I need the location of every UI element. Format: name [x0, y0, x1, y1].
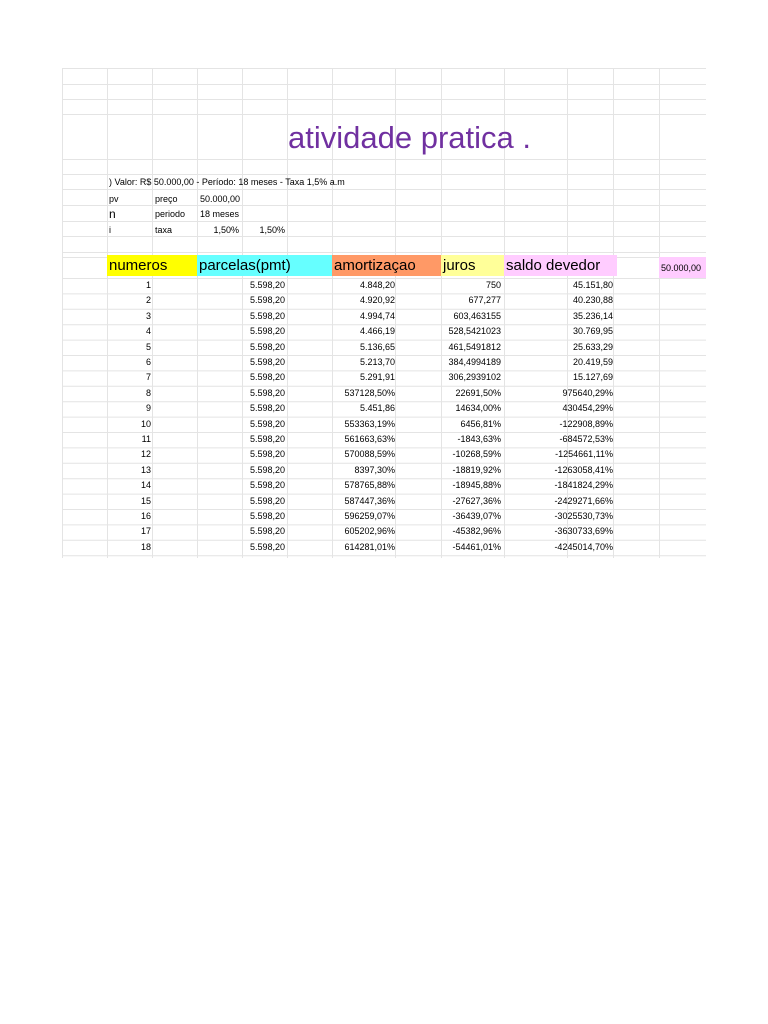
cell-numero: 16 [140, 511, 151, 521]
table-row [62, 463, 706, 478]
cell-parcela: 5.598,20 [249, 464, 285, 475]
cell-juros: 461,5491812 [448, 341, 501, 352]
param-symbol: i [109, 225, 111, 235]
cell-saldo: -1841824,29% [554, 480, 613, 491]
cell-numero: 12 [140, 449, 151, 460]
cell-amortizacao: 4.994,74 [359, 310, 395, 321]
cell-numero: 14 [140, 480, 151, 491]
cell-amortizacao: 605202,96% [344, 526, 395, 537]
cell-saldo: -1254661,11% [555, 449, 613, 460]
cell-numero: 9 [145, 403, 151, 414]
cell-numero: 1 [145, 280, 151, 290]
cell-numero: 4 [145, 326, 151, 337]
cell-saldo: -2429271,66% [554, 495, 613, 506]
cell-parcela: 5.598,20 [249, 526, 285, 537]
table-row [62, 432, 706, 447]
cell-parcela: 5.598,20 [249, 403, 285, 414]
cell-juros: 22691,50% [455, 387, 501, 398]
cell-amortizacao: 561663,63% [344, 434, 395, 444]
cell-juros: 14634,00% [455, 403, 501, 414]
param-value: 50.000,00 [200, 194, 241, 204]
param-label: taxa [155, 225, 173, 235]
cell-numero: 3 [145, 310, 151, 321]
cell-saldo: -1263058,41% [554, 464, 613, 475]
param-label: preço [155, 194, 178, 204]
cell-juros: -10268,59% [452, 449, 501, 460]
cell-saldo: 40.230,88 [572, 295, 613, 306]
table-row [62, 509, 706, 524]
cell-saldo: 15.127,69 [572, 372, 613, 383]
cell-juros: -54461,01% [452, 541, 501, 552]
cell-juros: -45382,96% [452, 526, 501, 537]
param-value-2: 1,50% [259, 225, 285, 235]
table-row [62, 478, 706, 493]
cell-saldo: -3630733,69% [554, 526, 613, 537]
header-amortizacao: amortizaçao [332, 255, 441, 276]
cell-amortizacao: 553363,19% [344, 418, 395, 429]
table-row [62, 401, 706, 416]
cell-parcela: 5.598,20 [249, 434, 285, 444]
cell-numero: 17 [140, 526, 151, 537]
cell-parcela: 5.598,20 [249, 511, 285, 521]
cell-amortizacao: 596259,07% [344, 511, 395, 521]
cell-parcela: 5.598,20 [249, 341, 285, 352]
cell-amortizacao: 4.848,20 [359, 280, 395, 290]
cell-parcela: 5.598,20 [249, 449, 285, 460]
header-saldo-devedor: saldo devedor [504, 255, 617, 276]
sheet-title: atividade pratica . [288, 120, 531, 155]
table-row [62, 370, 706, 385]
cell-parcela: 5.598,20 [249, 480, 285, 491]
cell-saldo: 20.419,59 [572, 357, 613, 367]
cell-numero: 13 [140, 464, 151, 475]
cell-saldo: 25.633,29 [572, 341, 613, 352]
param-symbol: pv [109, 194, 119, 204]
table-row [62, 447, 706, 462]
param-symbol: n [109, 207, 116, 221]
table-row [62, 293, 706, 308]
cell-juros: 306,2939102 [448, 372, 501, 383]
cell-amortizacao: 614281,01% [344, 541, 395, 552]
cell-juros: 603,463155 [453, 310, 501, 321]
cell-parcela: 5.598,20 [249, 418, 285, 429]
table-row [62, 524, 706, 539]
table-row [62, 540, 706, 555]
table-row [62, 417, 706, 432]
cell-numero: 7 [145, 372, 151, 383]
cell-numero: 5 [145, 341, 151, 352]
cell-amortizacao: 5.451,86 [359, 403, 395, 414]
param-value: 18 meses [200, 209, 240, 219]
cell-amortizacao: 570088,59% [344, 449, 395, 460]
cell-juros: -36439,07% [452, 511, 501, 521]
cell-parcela: 5.598,20 [249, 387, 285, 398]
param-value: 1,50% [213, 225, 239, 235]
table-row [62, 494, 706, 509]
cell-amortizacao: 5.291,91 [359, 372, 395, 383]
cell-amortizacao: 578765,88% [344, 480, 395, 491]
cell-juros: 6456,81% [460, 418, 501, 429]
initial-saldo-cell [659, 257, 706, 278]
cell-saldo: 30.769,95 [572, 326, 613, 337]
cell-saldo: -4245014,70% [554, 541, 613, 552]
cell-saldo: -122908,89% [559, 418, 613, 429]
header-numeros: numeros [107, 255, 197, 276]
cell-juros: 677,277 [468, 295, 501, 306]
cell-numero: 2 [145, 295, 151, 306]
cell-juros: -1843,63% [457, 434, 501, 444]
cell-parcela: 5.598,20 [249, 495, 285, 506]
cell-juros: -27627,36% [452, 495, 501, 506]
cell-saldo: 35.236,14 [572, 310, 613, 321]
cell-saldo: -3025530,73% [554, 511, 613, 521]
cell-numero: 11 [141, 434, 151, 444]
table-row [62, 309, 706, 324]
spreadsheet [62, 68, 706, 558]
cell-amortizacao: 587447,36% [344, 495, 395, 506]
cell-numero: 18 [140, 541, 151, 552]
cell-amortizacao: 8397,30% [354, 464, 395, 475]
cell-numero: 15 [140, 495, 151, 506]
initial-saldo-value: 50.000,00 [661, 263, 702, 273]
table-row [62, 386, 706, 401]
cell-parcela: 5.598,20 [249, 310, 285, 321]
cell-parcela: 5.598,20 [249, 280, 285, 290]
table-row [62, 278, 706, 293]
cell-parcela: 5.598,20 [249, 372, 285, 383]
cell-parcela: 5.598,20 [249, 541, 285, 552]
cell-amortizacao: 5.136,65 [359, 341, 395, 352]
cell-saldo: -684572,53% [559, 434, 613, 444]
cell-juros: 384,4994189 [448, 357, 501, 367]
cell-numero: 8 [145, 387, 151, 398]
cell-amortizacao: 5.213,70 [359, 357, 395, 367]
info-line: ) Valor: R$ 50.000,00 - Período: 18 meses - Taxa 1,5% a.m [109, 177, 345, 187]
cell-amortizacao: 4.920,92 [359, 295, 395, 306]
cell-parcela: 5.598,20 [249, 326, 285, 337]
cell-parcela: 5.598,20 [249, 357, 285, 367]
header-parcelas: parcelas(pmt) [197, 255, 332, 276]
cell-amortizacao: 537128,50% [344, 387, 395, 398]
cell-parcela: 5.598,20 [249, 295, 285, 306]
cell-numero: 10 [140, 418, 151, 429]
table-row [62, 324, 706, 339]
cell-amortizacao: 4.466,19 [359, 326, 395, 337]
cell-saldo: 45.151,80 [572, 280, 613, 290]
cell-saldo: 975640,29% [562, 387, 613, 398]
cell-juros: -18945,88% [452, 480, 501, 491]
cell-juros: 750 [485, 280, 501, 290]
cell-juros: 528,5421023 [448, 326, 501, 337]
header-juros: juros [441, 255, 504, 276]
cell-saldo: 430454,29% [562, 403, 613, 414]
table-row [62, 340, 706, 355]
table-row [62, 355, 706, 370]
param-label: periodo [155, 209, 186, 219]
cell-numero: 6 [145, 357, 151, 367]
cell-juros: -18819,92% [452, 464, 501, 475]
